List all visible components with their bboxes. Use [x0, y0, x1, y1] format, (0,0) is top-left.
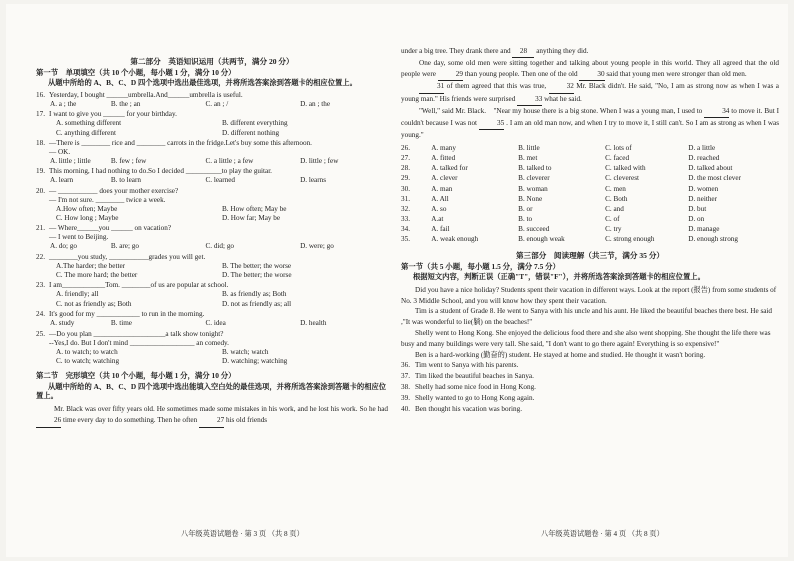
cloze-option: C. men	[605, 184, 626, 193]
cloze-option: A.at	[431, 214, 444, 223]
true-false-number: 38.	[401, 383, 410, 392]
cloze-paragraph-4: "Well," said Mr. Black. "Near my house there is a big stone. When I was a young man, I used to 34 to move it. But I couldn't because I was not 35 . I am an old man now, and when I try to move it, I still can't. So I am as strong as when I was young."	[401, 106, 780, 140]
answer-option: C. not as friendly as; Both	[56, 299, 132, 308]
true-false-statement: Shelly had some nice food in Hong Kong.	[415, 383, 536, 392]
answer-option: D. learns	[300, 176, 327, 185]
blank-31: 31	[419, 81, 444, 93]
answer-option: A. learn	[50, 176, 74, 185]
answer-option: D. The better; the worse	[222, 271, 292, 280]
question-number: 20.	[36, 186, 45, 195]
question-stem	[36, 91, 388, 100]
true-false-item	[401, 382, 779, 393]
multiple-choice-list	[36, 91, 388, 366]
answer-options	[36, 205, 388, 224]
true-false-number: 39.	[401, 393, 410, 402]
answer-option: C. to watch; watching	[56, 356, 120, 365]
answer-option: A. a ; the	[50, 99, 77, 108]
cloze-option-number: 29.	[401, 174, 410, 183]
cloze-option-number: 28.	[401, 164, 410, 173]
part2-title: 第二部分 英语知识运用（共两节，满分 20 分）	[130, 57, 294, 66]
cloze-option: B. met	[518, 154, 538, 163]
answer-option: D. an ; the	[300, 99, 331, 108]
answer-option: D. not as friendly as; all	[222, 299, 292, 308]
page-4-column	[401, 46, 779, 414]
question-text: Yesterday, I bought ______umbrella.And______umbrella is useful.	[49, 90, 243, 99]
section1-title: 第一节 单项填空（共 10 个小题，每小题 1 分，满分 10 分）	[36, 67, 236, 77]
cloze-option: D. but	[688, 204, 707, 213]
answer-option: B. few ; few	[110, 156, 147, 165]
cloze-option-row	[401, 204, 779, 214]
answer-option: C. The more hard; the better	[56, 271, 138, 280]
cloze-option: C. lots of	[605, 144, 632, 153]
answer-option: D. watching; watching	[222, 356, 288, 365]
question-number: 21.	[36, 224, 45, 233]
cloze-option-row	[401, 173, 779, 183]
answer-options	[36, 319, 388, 328]
cloze-option-row	[401, 214, 779, 224]
answer-option: A.How often; Maybe	[56, 204, 118, 213]
question-stem	[36, 253, 388, 262]
question-stem-line-2: --Yes,I do. But I don't mind __________________ an comedy.	[49, 338, 229, 347]
cloze-option: A. fitted	[431, 154, 456, 163]
question-stem-line-2: — I went to Beijing.	[49, 233, 109, 242]
section2-title: 第二节 完形填空（共 10 个小题，每小题 1 分，满分 10 分）	[36, 371, 236, 381]
answer-option: B. different everything	[222, 119, 288, 128]
answer-option: A. do; go	[50, 242, 77, 251]
section1-instructions: 从题中所给的 A、B、C、D 四个选项中选出最佳选项，并将所选答案涂到答题卡的相应位置上。	[48, 78, 357, 87]
cloze-option: D. women	[688, 184, 719, 193]
question-19	[36, 167, 388, 185]
question-text: — Where______you ______ on vacation?	[49, 224, 172, 233]
cloze-option: A. man	[431, 184, 453, 193]
answer-option: B. time	[110, 319, 132, 328]
question-stem-line-2: — OK.	[49, 147, 71, 156]
cloze-paragraph-1-cont: under a big tree. They drank there and 28 anything they did.	[401, 46, 779, 58]
reading-paragraph-2: Tim is a student of Grade 8. He went to Sanya with his uncle and his aunt. He liked the beautiful beaches there best. He said ,"It was wonderful to lie(躺) on the beaches!"	[401, 307, 773, 327]
question-text: I want to give you ______ for your birthday.	[49, 110, 177, 119]
true-false-list	[401, 360, 779, 414]
cloze-option: A. clever	[431, 174, 458, 183]
page-3-column	[36, 56, 388, 428]
question-number: 19.	[36, 167, 45, 176]
question-25	[36, 330, 388, 367]
question-stem-line-2: — I'm not sure. ________ twice a week.	[49, 195, 166, 204]
cloze-option: B. or	[518, 204, 533, 213]
cloze-option: C. strong enough	[605, 234, 655, 243]
question-16	[36, 91, 388, 109]
question-stem	[36, 139, 388, 148]
true-false-statement: Shelly wanted to go to Hong Kong again.	[415, 393, 535, 402]
question-number: 22.	[36, 252, 45, 261]
question-text: —Do you plan ____________________a talk show tonight?	[49, 329, 224, 338]
true-false-statement: Ben thought his vacation was boring.	[415, 404, 522, 413]
blank-32: 32	[549, 81, 574, 93]
question-number: 24.	[36, 310, 45, 319]
question-22	[36, 253, 388, 281]
blank-28: 28	[512, 46, 534, 58]
answer-option: D. little ; few	[300, 156, 339, 165]
cloze-option: C. cleverest	[605, 174, 640, 183]
cloze-option: B. None	[518, 194, 543, 203]
page-3-footer: 八年级英语试题卷 · 第 3 页 （共 8 页）	[181, 530, 304, 538]
question-text: ________you study, ___________grades you will get.	[49, 252, 206, 261]
answer-option: C. anything different	[56, 128, 116, 137]
cloze-option: D. enough strong	[688, 234, 738, 243]
cloze-option: C. of	[605, 214, 620, 223]
answer-option: A. little ; little	[50, 156, 91, 165]
cloze-option-row	[401, 234, 779, 244]
question-24	[36, 310, 388, 328]
true-false-item	[401, 360, 779, 371]
cloze-option-number: 33.	[401, 214, 410, 223]
answer-option: D. How far; May be	[222, 214, 281, 222]
question-number: 16.	[36, 90, 45, 99]
answer-option: B. to learn	[110, 176, 141, 185]
question-number: 25.	[36, 329, 45, 338]
cloze-option-number: 26.	[401, 144, 410, 153]
cloze-option: A. weak enough	[431, 234, 479, 243]
cloze-option: C. Both	[605, 194, 628, 203]
cloze-option: C. talked with	[605, 164, 646, 173]
cloze-option: A. talked for	[431, 164, 468, 173]
true-false-item	[401, 393, 779, 404]
answer-option: B. as friendly as; Both	[222, 290, 287, 299]
cloze-option-row	[401, 224, 779, 234]
exam-sheet	[6, 4, 788, 557]
part3-section1-title: 第一节（共 5 小题，每小题 1.5 分，满分 7.5 分）	[401, 261, 560, 271]
cloze-paragraph-3: 31 of them agreed that this was true, 32 Mr. Black didn't. He said, "No, I am as strong now as when I was a young man." His friends were surprised 33 what he said.	[401, 81, 779, 105]
answer-options	[36, 348, 388, 367]
cloze-option: D. neither	[688, 194, 718, 203]
cloze-option-number: 27.	[401, 154, 410, 163]
part3-title: 第三部分 阅读理解（共三节，满分 35 分）	[515, 251, 665, 261]
cloze-option: A. many	[431, 144, 456, 153]
question-stem	[36, 310, 388, 319]
cloze-option-row	[401, 153, 779, 163]
blank-29: 29	[438, 69, 463, 81]
blank-27: 27	[199, 415, 224, 427]
question-20	[36, 187, 388, 224]
question-stem	[36, 167, 388, 176]
blank-26: 26	[36, 415, 61, 427]
answer-option: C. learned	[205, 176, 235, 185]
answer-options	[36, 262, 388, 281]
answer-options	[36, 157, 388, 166]
question-text: This morning, I had nothing to do.So I decided __________to play the guitar.	[49, 167, 272, 176]
blank-33: 33	[517, 94, 542, 106]
cloze-option: D. the most clever	[688, 174, 741, 183]
answer-option: C. How long ; Maybe	[56, 214, 119, 222]
cloze-option: B. enough weak	[518, 234, 565, 243]
blank-34: 34	[704, 106, 729, 118]
question-text: —There is ________ rice and ________ carrots in the fridge.Let's buy some this afternoon.	[49, 138, 312, 147]
cloze-option-number: 32.	[401, 204, 410, 213]
cloze-option: D. manage	[688, 224, 720, 233]
cloze-option: B. cleverer	[518, 174, 550, 183]
question-17	[36, 110, 388, 138]
cloze-option: A. All	[431, 194, 449, 203]
cloze-option: D. on	[688, 214, 705, 223]
cloze-option: A. fail	[431, 224, 450, 233]
question-stem	[36, 187, 388, 196]
cloze-option: C. and	[605, 204, 624, 213]
cloze-option: C. faced	[605, 154, 630, 163]
question-text: — ___________ does your mother exercise?	[49, 186, 179, 195]
answer-option: A.The harder; the better	[56, 261, 126, 270]
question-stem	[36, 110, 388, 119]
page-4-footer: 八年级英语试题卷 · 第 4 页 （共 8 页）	[541, 530, 664, 538]
answer-options	[36, 119, 388, 138]
answer-option: D. different nothing	[222, 128, 280, 137]
answer-options	[36, 290, 388, 309]
answer-option: B. are; go	[110, 242, 139, 251]
answer-option: C. did; go	[205, 242, 235, 251]
reading-paragraph-1: Did you have a nice holiday? Students spent their vacation in different ways. Look at the report (报告) from some students of No. 3 Middle School, and you will know how they spent their vacation.	[401, 285, 777, 305]
true-false-statement: Tim liked the beautiful beaches in Sanya.	[415, 372, 534, 381]
answer-options	[36, 176, 388, 185]
question-number: 18.	[36, 138, 45, 147]
answer-option: B. watch; watch	[222, 347, 269, 356]
cloze-option: B. succeed	[518, 224, 550, 233]
answer-option: C. idea	[205, 319, 226, 328]
cloze-option-row	[401, 184, 779, 194]
true-false-number: 40.	[401, 404, 410, 413]
answer-options	[36, 242, 388, 251]
true-false-item	[401, 371, 779, 382]
cloze-option-row	[401, 163, 779, 173]
reading-paragraph-4: Ben is a hard-working (勤奋的) student. He stayed at home and studied. He thought it wasn't boring.	[415, 350, 706, 359]
question-23	[36, 281, 388, 309]
question-stem	[36, 224, 388, 233]
question-number: 23.	[36, 281, 45, 290]
answer-option: A. to watch; to watch	[56, 347, 118, 356]
cloze-option-number: 31.	[401, 194, 410, 203]
cloze-option: A. so	[431, 204, 447, 213]
cloze-option-number: 30.	[401, 184, 410, 193]
true-false-number: 36.	[401, 361, 410, 370]
question-18	[36, 139, 388, 166]
cloze-option: B. to	[518, 214, 533, 223]
cloze-option: D. talked about	[688, 164, 733, 173]
question-stem	[36, 281, 388, 290]
cloze-option-number: 35.	[401, 234, 410, 243]
cloze-option: B. woman	[518, 184, 548, 193]
cloze-paragraph-1: Mr. Black was over fifty years old. He sometimes made some mistakes in his work, and he lost his work. So he had 26 time every day to do something. Then he often 27 his old friends	[36, 404, 388, 427]
answer-option: B. How often; May be	[222, 204, 287, 213]
true-false-item	[401, 404, 779, 415]
answer-option: C. a little ; a few	[205, 156, 254, 165]
true-false-statement: Tim went to Sanya with his parents.	[415, 361, 519, 370]
answer-option: B. the ; an	[110, 99, 141, 108]
answer-options	[36, 100, 388, 109]
part3-section1-instructions: 根据短文内容，判断正误（正确"T"，错误"F"），并将所选答案涂到答题卡的相应位置上。	[413, 272, 705, 282]
section2-instructions: 从题中所给的 A、B、C、D 四个选项中选出能填入空白处的最佳选项，并将所选答案涂到答题卡的相应位置上。	[36, 381, 387, 401]
true-false-number: 37.	[401, 372, 410, 381]
cloze-options-table	[401, 143, 779, 244]
blank-30: 30	[579, 69, 604, 81]
question-text: I am____________Tom. ________of us are popular at school.	[49, 281, 229, 290]
cloze-option-row	[401, 143, 779, 153]
answer-option: D. health	[300, 319, 327, 328]
cloze-paragraph-2: One day, some old men were sitting together and talking about young people in this world. They all agreed that the old people were 29 than young people. Then one of the old 30 said that young men were stronger than old men.	[401, 58, 779, 81]
question-stem	[36, 330, 388, 339]
cloze-option-row	[401, 194, 779, 204]
reading-paragraph-3: Shelly went to Hong Kong. She enjoyed the delicious food there and she also went shopping. She thought the life there was busy and many buildings were very tall. She said, "I don't want to go there again! Everything is so expensive!"	[401, 329, 771, 348]
cloze-option: C. try	[605, 224, 622, 233]
answer-option: D. were; go	[300, 242, 334, 251]
answer-option: A. something different	[56, 119, 122, 128]
answer-option: B. The better; the worse	[222, 261, 292, 270]
question-text: It's good for my ____________ to run in the morning.	[49, 310, 205, 319]
answer-option: C. an ; /	[205, 99, 229, 108]
cloze-option: B. little	[518, 144, 540, 153]
answer-option: A. study	[50, 319, 75, 328]
cloze-option: D. a little	[688, 144, 716, 153]
question-number: 17.	[36, 110, 45, 119]
cloze-option-number: 34.	[401, 224, 410, 233]
cloze-option: B. talked to	[518, 164, 552, 173]
cloze-option: D. reached	[688, 154, 720, 163]
answer-option: A. friendly; all	[56, 290, 99, 299]
question-21	[36, 224, 388, 251]
blank-35: 35	[479, 118, 504, 130]
